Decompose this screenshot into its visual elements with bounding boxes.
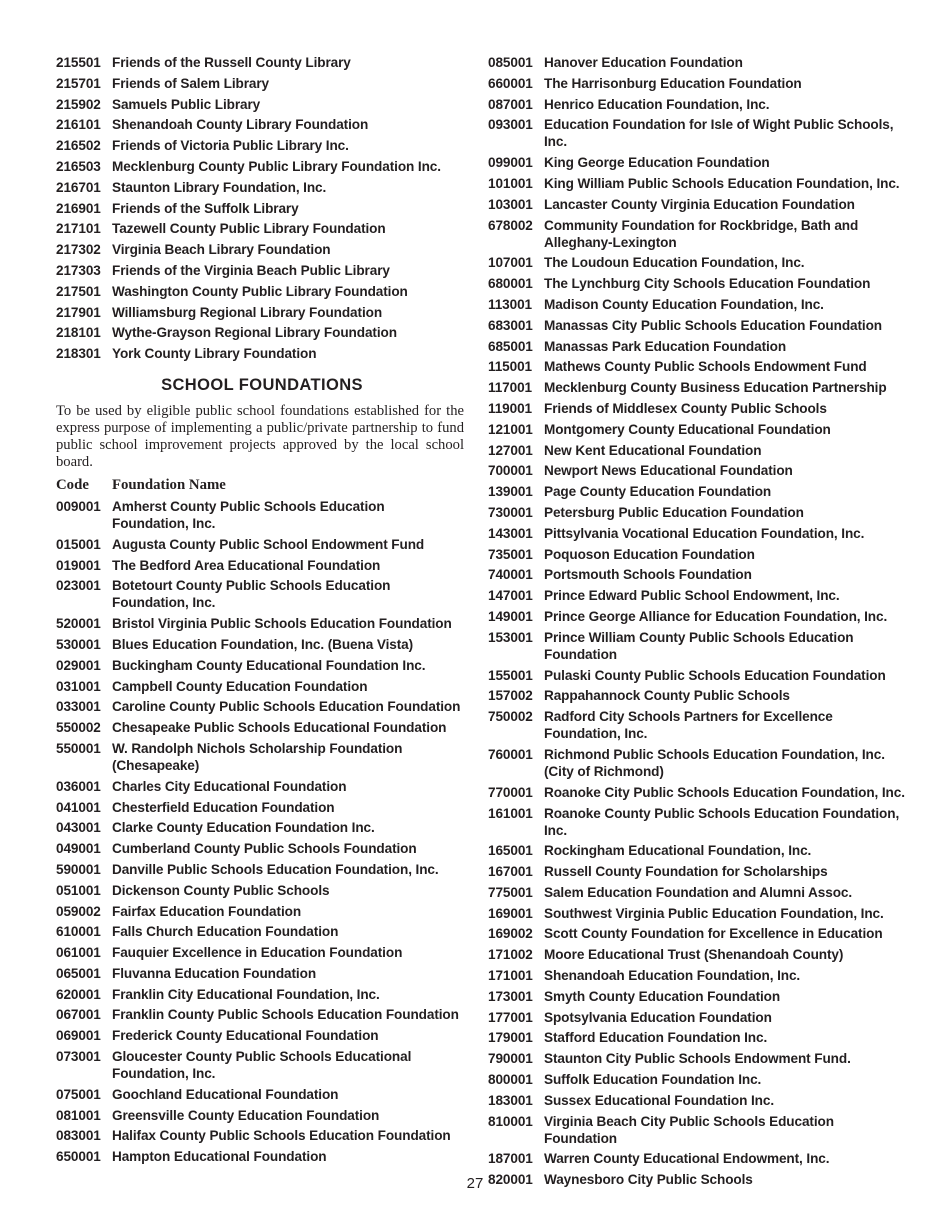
foundation-row	[488, 1007, 908, 1028]
foundation-code: 810001	[488, 1113, 533, 1129]
foundation-name: Bristol Virginia Public Schools Education Foundation	[112, 616, 452, 632]
foundation-code: 177001	[488, 1009, 533, 1025]
foundation-code: 750002	[488, 709, 533, 725]
foundation-name: Fauquier Excellence in Education Foundation	[112, 945, 403, 961]
foundation-row	[488, 685, 908, 706]
foundation-row	[488, 440, 908, 461]
foundation-code: 169001	[488, 905, 533, 921]
foundation-row	[56, 114, 464, 135]
foundation-code: 147001	[488, 588, 533, 604]
foundation-name: Falls Church Education Foundation	[112, 924, 339, 940]
foundation-code: 650001	[56, 1149, 101, 1165]
foundation-name: Augusta County Public School Endowment Fund	[112, 536, 425, 552]
foundation-code: 183001	[488, 1092, 533, 1108]
foundation-row	[56, 135, 464, 156]
foundation-row	[488, 215, 908, 253]
foundation-row	[56, 73, 464, 94]
foundation-row	[488, 94, 908, 115]
foundation-name: The Harrisonburg Education Foundation	[544, 75, 802, 91]
foundation-row	[488, 356, 908, 377]
foundation-name: Charles City Educational Foundation	[112, 778, 347, 794]
foundation-row	[488, 1148, 908, 1169]
foundation-row	[56, 52, 464, 73]
foundation-code: 023001	[56, 578, 101, 594]
foundation-code: 041001	[56, 799, 101, 815]
foundation-code: 173001	[488, 988, 533, 1004]
foundation-code: 217501	[56, 283, 101, 299]
foundation-name: Friends of Victoria Public Library Inc.	[112, 138, 349, 154]
foundation-row	[488, 398, 908, 419]
left-column	[56, 52, 464, 1167]
foundation-row	[488, 627, 908, 665]
foundation-code: 735001	[488, 546, 533, 562]
foundation-name: Amherst County Public Schools Education Foundation, Inc.	[112, 498, 385, 531]
foundation-name: Stafford Education Foundation Inc.	[544, 1030, 768, 1046]
foundation-name: Campbell County Education Foundation	[112, 678, 368, 694]
foundation-code: 216101	[56, 117, 101, 133]
foundation-code: 620001	[56, 986, 101, 1002]
foundation-name: Botetourt County Public Schools Education Foundation, Inc.	[112, 578, 391, 611]
foundation-code: 216901	[56, 200, 101, 216]
foundation-name: Page County Education Foundation	[544, 484, 772, 500]
table-header	[56, 477, 464, 494]
foundation-name: Goochland Educational Foundation	[112, 1086, 339, 1102]
foundation-name: Hampton Educational Foundation	[112, 1149, 327, 1165]
foundation-code: 740001	[488, 567, 533, 583]
foundation-code: 049001	[56, 841, 101, 857]
foundation-code: 117001	[488, 380, 533, 396]
foundation-name: Friends of the Suffolk Library	[112, 200, 299, 216]
foundation-code: 660001	[488, 75, 533, 91]
foundation-row	[488, 585, 908, 606]
foundation-name: Staunton Library Foundation, Inc.	[112, 179, 327, 195]
foundation-row	[56, 1004, 464, 1025]
foundation-code: 067001	[56, 1007, 101, 1023]
foundation-code: 218301	[56, 346, 101, 362]
foundation-code: 820001	[488, 1172, 533, 1188]
foundation-name: Mecklenburg County Business Education Partnership	[544, 380, 887, 396]
foundation-row	[56, 942, 464, 963]
foundation-code: 216503	[56, 158, 101, 174]
foundation-row	[488, 315, 908, 336]
foundation-row	[56, 859, 464, 880]
foundation-name: Franklin County Public Schools Education Foundation	[112, 1007, 459, 1023]
foundation-row	[488, 944, 908, 965]
foundation-code: 590001	[56, 861, 101, 877]
foundation-row	[488, 564, 908, 585]
foundation-row	[56, 634, 464, 655]
foundation-row	[488, 986, 908, 1007]
foundation-name: Lancaster County Virginia Education Foundation	[544, 196, 855, 212]
foundation-name: Hanover Education Foundation	[544, 55, 743, 70]
foundation-name: Southwest Virginia Public Education Foundation, Inc.	[544, 905, 884, 921]
foundation-code: 218101	[56, 325, 101, 341]
foundation-name: Caroline County Public Schools Education Foundation	[112, 699, 461, 715]
foundation-row	[56, 156, 464, 177]
foundation-code: 550001	[56, 740, 101, 756]
foundation-name: Roanoke County Public Schools Education Foundation, Inc.	[544, 805, 900, 838]
foundation-name: Moore Educational Trust (Shenandoah County)	[544, 947, 844, 963]
foundation-row	[488, 803, 908, 841]
foundation-code: 093001	[488, 117, 533, 133]
foundation-row	[488, 273, 908, 294]
foundation-code: 029001	[56, 657, 101, 673]
foundation-name: Montgomery County Educational Foundation	[544, 421, 831, 437]
foundation-name: Friends of the Russell County Library	[112, 55, 351, 70]
foundation-row	[488, 152, 908, 173]
foundation-code: 610001	[56, 924, 101, 940]
foundation-name: Mathews County Public Schools Endowment Fund	[544, 359, 867, 375]
foundation-row	[56, 1046, 464, 1084]
foundation-row	[56, 1105, 464, 1126]
foundation-name: Henrico Education Foundation, Inc.	[544, 96, 770, 112]
foundation-name: Greensville County Education Foundation	[112, 1107, 380, 1123]
foundation-code: 019001	[56, 557, 101, 573]
foundation-name: Warren County Educational Endowment, Inc.	[544, 1151, 830, 1167]
foundation-row	[488, 419, 908, 440]
foundation-row	[488, 544, 908, 565]
foundation-row	[56, 496, 464, 534]
foundation-code: 153001	[488, 629, 533, 645]
foundation-row	[488, 377, 908, 398]
foundation-code: 790001	[488, 1051, 533, 1067]
foundation-code: 520001	[56, 616, 101, 632]
foundation-name: King George Education Foundation	[544, 155, 770, 171]
foundation-code: 015001	[56, 536, 101, 552]
foundation-name: Portsmouth Schools Foundation	[544, 567, 752, 583]
foundation-name: Fluvanna Education Foundation	[112, 965, 317, 981]
foundation-name: Petersburg Public Education Foundation	[544, 504, 804, 520]
foundation-row	[488, 523, 908, 544]
page-number: 27	[466, 1175, 484, 1192]
foundation-code: 061001	[56, 945, 101, 961]
foundation-name: Tazewell County Public Library Foundation	[112, 221, 386, 237]
foundation-code: 215902	[56, 96, 101, 112]
foundation-name: Shenandoah Education Foundation, Inc.	[544, 968, 801, 984]
foundation-code: 187001	[488, 1151, 533, 1167]
foundation-code: 550002	[56, 720, 101, 736]
foundation-row	[56, 901, 464, 922]
foundation-name: Scott County Foundation for Excellence in Education	[544, 926, 883, 942]
foundation-row	[488, 52, 908, 73]
foundation-name: Rockingham Educational Foundation, Inc.	[544, 843, 812, 859]
foundation-row	[56, 655, 464, 676]
foundation-name: Education Foundation for Isle of Wight Public Schools, Inc.	[544, 117, 894, 150]
foundation-code: 036001	[56, 778, 101, 794]
foundation-name: Suffolk Education Foundation Inc.	[544, 1072, 762, 1088]
foundation-name: Smyth County Education Foundation	[544, 988, 781, 1004]
foundation-name: Samuels Public Library	[112, 96, 261, 112]
foundation-name: Virginia Beach Library Foundation	[112, 242, 331, 258]
foundation-code: 121001	[488, 421, 533, 437]
foundation-code: 770001	[488, 784, 533, 800]
foundation-name: Pittsylvania Vocational Education Foundation, Inc.	[544, 525, 865, 541]
foundation-row	[56, 984, 464, 1005]
foundation-row	[488, 252, 908, 273]
foundation-row	[56, 177, 464, 198]
foundation-row	[56, 343, 464, 364]
foundation-code: 083001	[56, 1128, 101, 1144]
foundation-row	[56, 797, 464, 818]
foundation-row	[56, 218, 464, 239]
foundation-code: 099001	[488, 155, 533, 171]
foundation-name: Prince William County Public Schools Education Foundation	[544, 629, 854, 662]
foundation-name: The Bedford Area Educational Foundation	[112, 557, 381, 573]
foundation-row	[56, 696, 464, 717]
foundation-code: 143001	[488, 525, 533, 541]
foundation-name: Fairfax Education Foundation	[112, 903, 302, 919]
foundation-name: Clarke County Education Foundation Inc.	[112, 820, 375, 836]
foundation-code: 167001	[488, 864, 533, 880]
foundation-row	[56, 575, 464, 613]
foundation-row	[56, 817, 464, 838]
foundation-name: Virginia Beach City Public Schools Education Foundation	[544, 1113, 834, 1146]
foundation-name: Prince Edward Public School Endowment, Inc.	[544, 588, 840, 604]
foundation-name: Waynesboro City Public Schools	[544, 1172, 753, 1188]
foundation-row	[488, 882, 908, 903]
school-foundation-list-right	[488, 52, 908, 1190]
foundation-name: Russell County Foundation for Scholarships	[544, 864, 828, 880]
foundation-code: 685001	[488, 338, 533, 354]
foundation-row	[488, 194, 908, 215]
foundation-name: Friends of Middlesex County Public Schools	[544, 400, 827, 416]
foundation-name: Staunton City Public Schools Endowment Fund.	[544, 1051, 851, 1067]
foundation-name: Friends of Salem Library	[112, 75, 269, 91]
foundation-row	[488, 706, 908, 744]
foundation-code: 169002	[488, 926, 533, 942]
foundation-code: 760001	[488, 746, 533, 762]
foundation-name: Manassas City Public Schools Education Foundation	[544, 317, 883, 333]
foundation-name: Community Foundation for Rockbridge, Bath and Alleghany-Lexington	[544, 217, 859, 250]
foundation-code: 107001	[488, 255, 533, 271]
foundation-code: 157002	[488, 688, 533, 704]
foundation-row	[488, 965, 908, 986]
foundation-row	[488, 173, 908, 194]
foundation-code: 530001	[56, 636, 101, 652]
foundation-name: Buckingham County Educational Foundation Inc.	[112, 657, 426, 673]
foundation-name: Radford City Schools Partners for Excellence Foundation, Inc.	[544, 709, 833, 742]
foundation-code: 700001	[488, 463, 533, 479]
foundation-name: King William Public Schools Education Foundation, Inc.	[544, 175, 900, 191]
foundation-name: Chesterfield Education Foundation	[112, 799, 335, 815]
foundation-code: 139001	[488, 484, 533, 500]
foundation-row	[56, 776, 464, 797]
foundation-name: Madison County Education Foundation, Inc.	[544, 296, 824, 312]
foundation-code: 033001	[56, 699, 101, 715]
foundation-code: 730001	[488, 504, 533, 520]
foundation-row	[488, 336, 908, 357]
foundation-row	[56, 555, 464, 576]
foundation-code: 216701	[56, 179, 101, 195]
foundation-row	[56, 281, 464, 302]
foundation-code: 069001	[56, 1028, 101, 1044]
foundation-code: 215501	[56, 55, 101, 70]
foundation-code: 683001	[488, 317, 533, 333]
foundation-name: Wythe-Grayson Regional Library Foundation	[112, 325, 397, 341]
foundation-row	[488, 502, 908, 523]
foundation-name: New Kent Educational Foundation	[544, 442, 762, 458]
foundation-code: 216502	[56, 138, 101, 154]
foundation-code: 087001	[488, 96, 533, 112]
foundation-code: 149001	[488, 608, 533, 624]
foundation-row	[488, 665, 908, 686]
right-column	[488, 52, 908, 1190]
foundation-code: 081001	[56, 1107, 101, 1123]
foundation-name: Sussex Educational Foundation Inc.	[544, 1092, 774, 1108]
foundation-row	[56, 534, 464, 555]
foundation-code: 217901	[56, 304, 101, 320]
foundation-name: Spotsylvania Education Foundation	[544, 1009, 772, 1025]
foundation-row	[56, 1084, 464, 1105]
foundation-row	[488, 840, 908, 861]
foundation-name: Franklin City Educational Foundation, Inc.	[112, 986, 380, 1002]
foundation-name: Frederick County Educational Foundation	[112, 1028, 379, 1044]
foundation-row	[488, 73, 908, 94]
foundation-code: 165001	[488, 843, 533, 859]
foundation-row	[488, 1111, 908, 1149]
foundation-name: Mecklenburg County Public Library Foundation Inc.	[112, 158, 441, 174]
foundation-code: 161001	[488, 805, 533, 821]
foundation-row	[488, 782, 908, 803]
foundation-code: 119001	[488, 400, 533, 416]
foundation-code: 171001	[488, 968, 533, 984]
foundation-row	[56, 198, 464, 219]
foundation-row	[56, 302, 464, 323]
foundation-row	[56, 717, 464, 738]
foundation-code: 031001	[56, 678, 101, 694]
foundation-name: Shenandoah County Library Foundation	[112, 117, 369, 133]
foundation-row	[488, 1069, 908, 1090]
foundation-row	[56, 738, 464, 776]
foundation-row	[488, 1048, 908, 1069]
foundation-row	[488, 903, 908, 924]
foundation-row	[56, 838, 464, 859]
foundation-code: 775001	[488, 884, 533, 900]
foundation-code: 127001	[488, 442, 533, 458]
foundation-name: Blues Education Foundation, Inc. (Buena Vista)	[112, 636, 414, 652]
library-foundation-list	[56, 52, 464, 364]
foundation-row	[56, 921, 464, 942]
foundation-name: Halifax County Public Schools Education Foundation	[112, 1128, 451, 1144]
foundation-name: The Lynchburg City Schools Education Foundation	[544, 276, 871, 292]
foundation-code: 217303	[56, 262, 101, 278]
foundation-row	[56, 94, 464, 115]
foundation-name: Chesapeake Public Schools Educational Foundation	[112, 720, 447, 736]
foundation-row	[56, 613, 464, 634]
foundation-row	[488, 861, 908, 882]
foundation-code: 065001	[56, 965, 101, 981]
foundation-name: Roanoke City Public Schools Education Foundation, Inc.	[544, 784, 905, 800]
foundation-name: The Loudoun Education Foundation, Inc.	[544, 255, 805, 271]
foundation-code: 059002	[56, 903, 101, 919]
foundation-code: 101001	[488, 175, 533, 191]
foundation-name: W. Randolph Nichols Scholarship Foundation (Chesapeake)	[112, 740, 403, 773]
foundation-row	[488, 1090, 908, 1111]
foundation-code: 217302	[56, 242, 101, 258]
foundation-row	[488, 460, 908, 481]
section-intro: To be used by eligible public school foundations established for the express purpose of implementing a public/private partnership to fund public school improvement projects approved by the local school board.	[56, 402, 464, 470]
foundation-row	[56, 880, 464, 901]
foundation-name: Salem Education Foundation and Alumni Assoc.	[544, 884, 853, 900]
foundation-code: 043001	[56, 820, 101, 836]
foundation-code: 217101	[56, 221, 101, 237]
foundation-name: Rappahannock County Public Schools	[544, 688, 790, 704]
foundation-row	[488, 923, 908, 944]
foundation-row	[56, 1146, 464, 1167]
foundation-row	[488, 114, 908, 152]
foundation-name: Dickenson County Public Schools	[112, 882, 330, 898]
foundation-row	[488, 294, 908, 315]
foundation-code: 680001	[488, 276, 533, 292]
foundation-name: Gloucester County Public Schools Educational Foundation, Inc.	[112, 1049, 412, 1082]
foundation-name: Richmond Public Schools Education Foundation, Inc. (City of Richmond)	[544, 746, 885, 779]
foundation-name: Williamsburg Regional Library Foundation	[112, 304, 383, 320]
foundation-code: 073001	[56, 1049, 101, 1065]
foundation-row	[56, 1025, 464, 1046]
foundation-code: 800001	[488, 1072, 533, 1088]
foundation-code: 155001	[488, 667, 533, 683]
foundation-code: 215701	[56, 75, 101, 91]
foundation-row	[56, 676, 464, 697]
foundation-name: Manassas Park Education Foundation	[544, 338, 787, 354]
foundation-row	[56, 322, 464, 343]
foundation-code: 085001	[488, 55, 533, 70]
foundation-code: 075001	[56, 1086, 101, 1102]
foundation-row	[56, 1125, 464, 1146]
foundation-row	[488, 1027, 908, 1048]
foundation-row	[56, 963, 464, 984]
school-foundation-list-left	[56, 496, 464, 1167]
foundation-name: Prince George Alliance for Education Foundation, Inc.	[544, 608, 888, 624]
foundation-row	[488, 606, 908, 627]
foundation-name: Friends of the Virginia Beach Public Library	[112, 262, 390, 278]
foundation-name: Cumberland County Public Schools Foundation	[112, 841, 417, 857]
foundation-code: 051001	[56, 882, 101, 898]
foundation-name: Washington County Public Library Foundation	[112, 283, 408, 299]
foundation-row	[56, 260, 464, 281]
foundation-row	[488, 744, 908, 782]
foundation-code: 678002	[488, 217, 533, 233]
foundation-name: York County Library Foundation	[112, 346, 317, 362]
foundation-name: Poquoson Education Foundation	[544, 546, 755, 562]
section-heading: SCHOOL FOUNDATIONS	[161, 375, 363, 394]
code-column-header: Code	[56, 476, 89, 493]
foundation-code: 113001	[488, 296, 533, 312]
foundation-name: Newport News Educational Foundation	[544, 463, 793, 479]
name-column-header: Foundation Name	[112, 476, 226, 493]
foundation-name: Pulaski County Public Schools Education Foundation	[544, 667, 886, 683]
foundation-row	[56, 239, 464, 260]
foundation-name: Danville Public Schools Education Foundation, Inc.	[112, 861, 439, 877]
foundation-code: 103001	[488, 196, 533, 212]
foundation-code: 171002	[488, 947, 533, 963]
foundation-code: 115001	[488, 359, 533, 375]
foundation-code: 009001	[56, 498, 101, 514]
foundation-row	[488, 481, 908, 502]
foundation-code: 179001	[488, 1030, 533, 1046]
